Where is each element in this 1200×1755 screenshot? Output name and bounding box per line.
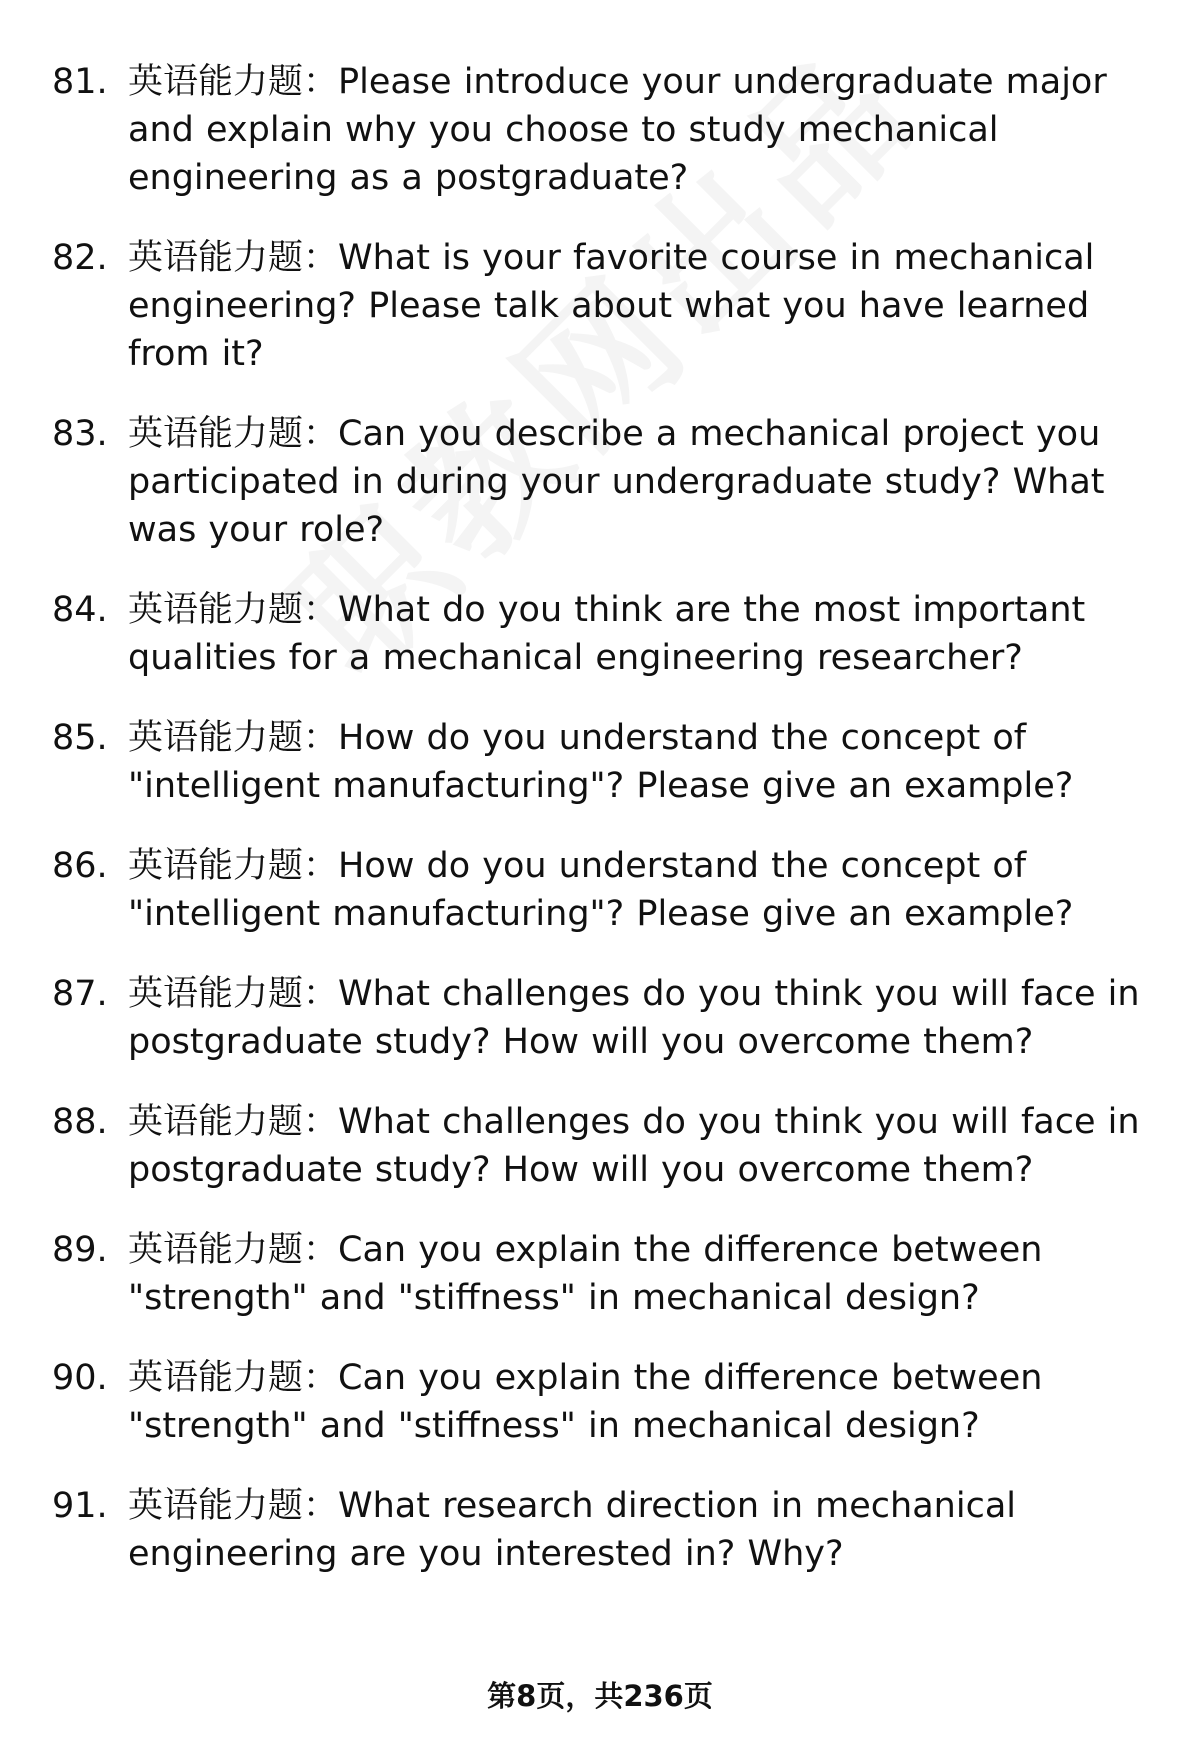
question-item: [52, 842, 1162, 938]
question-number: 86.: [52, 846, 108, 886]
page-footer: 第8页，共236页: [487, 1679, 713, 1713]
question-item: [52, 1354, 1162, 1450]
question-text: 英语能力题：Can you explain the difference between "strength" and "stiffness" in mechanical design?: [128, 1358, 1043, 1446]
question-number: 83.: [52, 414, 108, 454]
question-number: 88.: [52, 1102, 108, 1142]
question-list: [52, 58, 1162, 1610]
question-item: [52, 586, 1162, 682]
question-text: 英语能力题：What do you think are the most important qualities for a mechanical engineering researcher?: [128, 590, 1086, 678]
question-item: [52, 410, 1162, 554]
question-item: [52, 1482, 1162, 1578]
question-number: 87.: [52, 974, 108, 1014]
question-item: [52, 714, 1162, 810]
question-text: 英语能力题：What challenges do you think you will face in postgraduate study? How will you overcome them?: [128, 974, 1140, 1062]
question-number: 90.: [52, 1358, 108, 1398]
question-text: 英语能力题：What research direction in mechanical engineering are you interested in? Why?: [128, 1486, 1016, 1574]
question-number: 85.: [52, 718, 108, 758]
question-number: 82.: [52, 238, 108, 278]
question-text: 英语能力题：Please introduce your undergraduate major and explain why you choose to study mechanical engineering as a postgraduate?: [128, 62, 1107, 198]
question-number: 81.: [52, 62, 108, 102]
question-text: 英语能力题：How do you understand the concept of "intelligent manufacturing"? Please give an example?: [128, 718, 1074, 806]
question-number: 89.: [52, 1230, 108, 1270]
question-text: 英语能力题：How do you understand the concept of "intelligent manufacturing"? Please give an example?: [128, 846, 1074, 934]
question-item: [52, 58, 1162, 202]
question-text: 英语能力题：Can you describe a mechanical project you participated in during your undergraduate study? What was your role?: [128, 414, 1105, 550]
question-text: 英语能力题：Can you explain the difference between "strength" and "stiffness" in mechanical design?: [128, 1230, 1043, 1318]
question-text: 英语能力题：What is your favorite course in mechanical engineering? Please talk about what you have learned from it?: [128, 238, 1095, 374]
question-item: [52, 1226, 1162, 1322]
question-number: 84.: [52, 590, 108, 630]
question-text: 英语能力题：What challenges do you think you will face in postgraduate study? How will you overcome them?: [128, 1102, 1140, 1190]
question-number: 91.: [52, 1486, 108, 1526]
question-item: [52, 234, 1162, 378]
question-item: [52, 1098, 1162, 1194]
question-item: [52, 970, 1162, 1066]
